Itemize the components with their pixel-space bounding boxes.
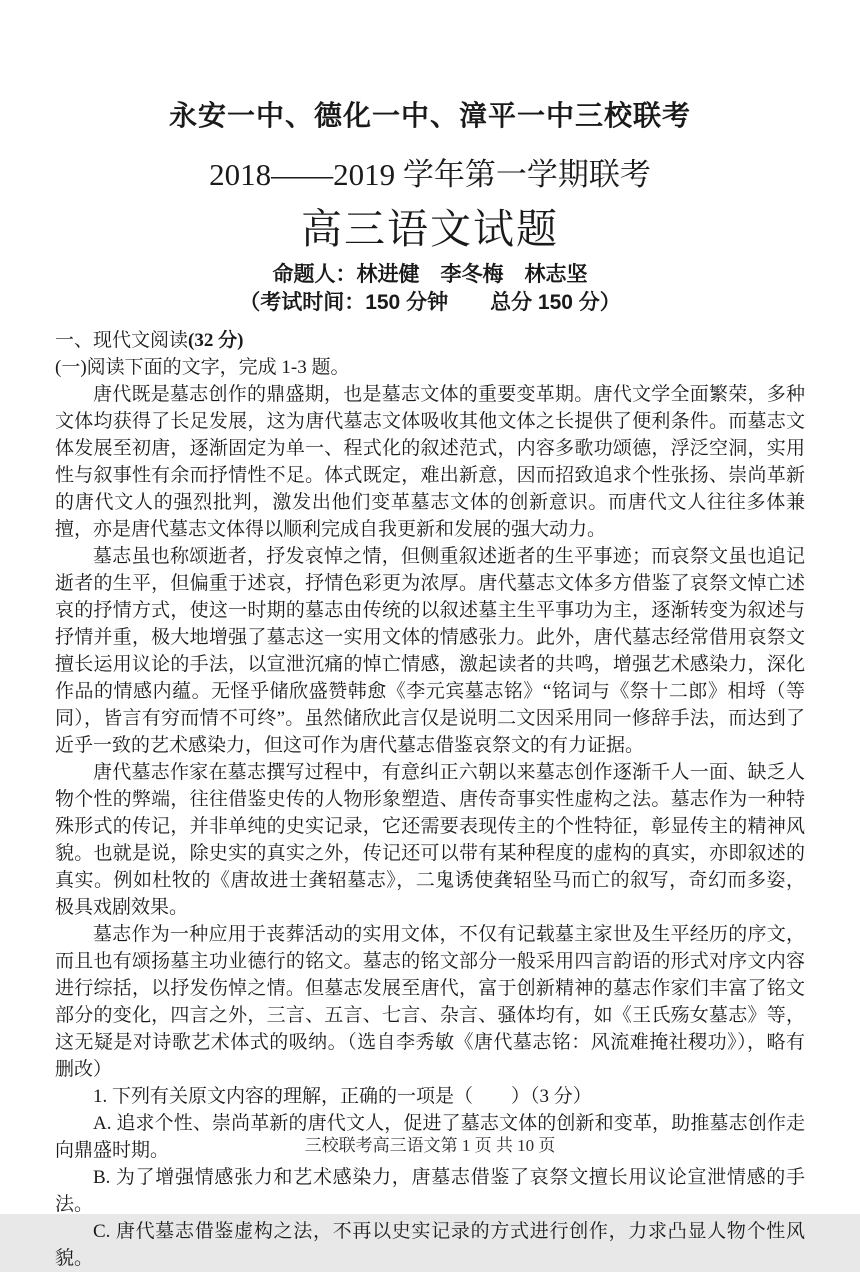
- passage-paragraph-2: 墓志虽也称颂逝者，抒发哀悼之情，但侧重叙述逝者的生平事迹；而哀祭文虽也追记逝者的生平，但偏重于述哀，抒情色彩更为浓厚。唐代墓志文体多方借鉴了哀祭文悼亡述哀的抒情方式，使这一时期的墓志由传统的以叙述墓主生平事功为主，逐渐转变为叙述与抒情并重，极大地增强了墓志这一实用文体的情感张力。此外，唐代墓志经常借用哀祭文擅长运用议论的手法，以宣泄沉痛的悼亡情感，激起读者的共鸣，增强艺术感染力，深化作品的情感内蕴。无怪乎储欣盛赞韩愈《李元宾墓志铭》“铭词与《祭十二郎》相埒（等同），皆言有穷而情不可终”。虽然储欣此言仅是说明二文因采用同一修辞手法，而达到了近乎一致的艺术感染力，但这可作为唐代墓志借鉴哀祭文的有力证据。: [55, 546, 805, 756]
- passage-paragraph-1: 唐代既是墓志创作的鼎盛期，也是墓志文体的重要变革期。唐代文学全面繁荣，多种文体均获得了长足发展，这为唐代墓志文体吸收其他文体之长提供了便利条件。而墓志文体发展至初唐，逐渐固定为单一、程式化的叙述范式，内容多歌功颂德，浮泛空洞，实用性与叙事性有余而抒情性不足。体式既定，难出新意，因而招致追求个性张扬、崇尚革新的唐代文人的强烈批判，激发出他们变革墓志文体的创新意识。而唐代文人往往多体兼擅，亦是唐代墓志文体得以顺利完成自我更新和发展的强大动力。: [55, 384, 805, 540]
- exam-header: [55, 100, 805, 315]
- question-setters: 命题人：林进健 李冬梅 林志坚: [272, 263, 588, 286]
- question-1-option-c: C. 唐代墓志借鉴虚构之法，不再以史实记录的方式进行创作，力求凸显人物个性风貌。: [55, 1221, 805, 1269]
- section-heading-text: 一、现代文阅读: [55, 330, 189, 351]
- subsection-instruction: (一)阅读下面的文字，完成 1-3 题。: [55, 357, 350, 378]
- page-footer: 三校联考高三语文第 1 页 共 10 页: [304, 1136, 556, 1155]
- question-1-option-b: B. 为了增强情感张力和艺术感染力，唐墓志借鉴了哀祭文擅长用议论宣泄情感的手法。: [55, 1167, 805, 1215]
- passage-paragraph-4: 墓志作为一种应用于丧葬活动的实用文体，不仅有记载墓主家世及生平经历的序文，而且也有颂扬墓主功业德行的铭文。墓志的铭文部分一般采用四言韵语的形式对序文内容进行综括，以抒发伤悼之情。但墓志发展至唐代，富于创新精神的墓志作家们丰富了铭文部分的变化，四言之外，三言、五言、七言、杂言、骚体均有，如《王氏殇女墓志》等，这无疑是对诗歌艺术体式的吸纳。（选自李秀敏《唐代墓志铭：风流难掩社稷功》），略有删改）: [55, 924, 805, 1080]
- section-heading: [55, 327, 805, 354]
- question-1-stem: 1. 下列有关原文内容的理解，正确的一项是（ ）（3 分）: [93, 1086, 592, 1107]
- question-1-option-a: A. 追求个性、崇尚革新的唐代文人，促进了墓志文体的创新和变革，助推墓志创作走向鼎盛时期。: [55, 1113, 805, 1161]
- passage-paragraph-3: 唐代墓志作家在墓志撰写过程中，有意纠正六朝以来墓志创作逐渐千人一面、缺乏人物个性的弊端，往往借鉴史传的人物形象塑造、唐传奇事实性虚构之法。墓志作为一种特殊形式的传记，并非单纯的史实记录，它还需要表现传主的个性特征，彰显传主的精神风貌。也就是说，除史实的真实之外，传记还可以带有某种程度的虚构的真实，亦即叙述的真实。例如杜牧的《唐故进士龚轺墓志》，二鬼诱使龚轺坠马而亡的叙写，奇幻而多姿，极具戏剧效果。: [55, 762, 805, 918]
- schools-title: 永安一中、德化一中、漳平一中三校联考: [168, 100, 691, 131]
- section-heading-points: (32 分): [188, 330, 244, 351]
- term-title: 2018——2019 学年第一学期联考: [209, 157, 651, 192]
- exam-title: 高三语文试题: [301, 206, 559, 252]
- exam-time-info: （考试时间：150 分钟 总分 150 分）: [239, 291, 621, 314]
